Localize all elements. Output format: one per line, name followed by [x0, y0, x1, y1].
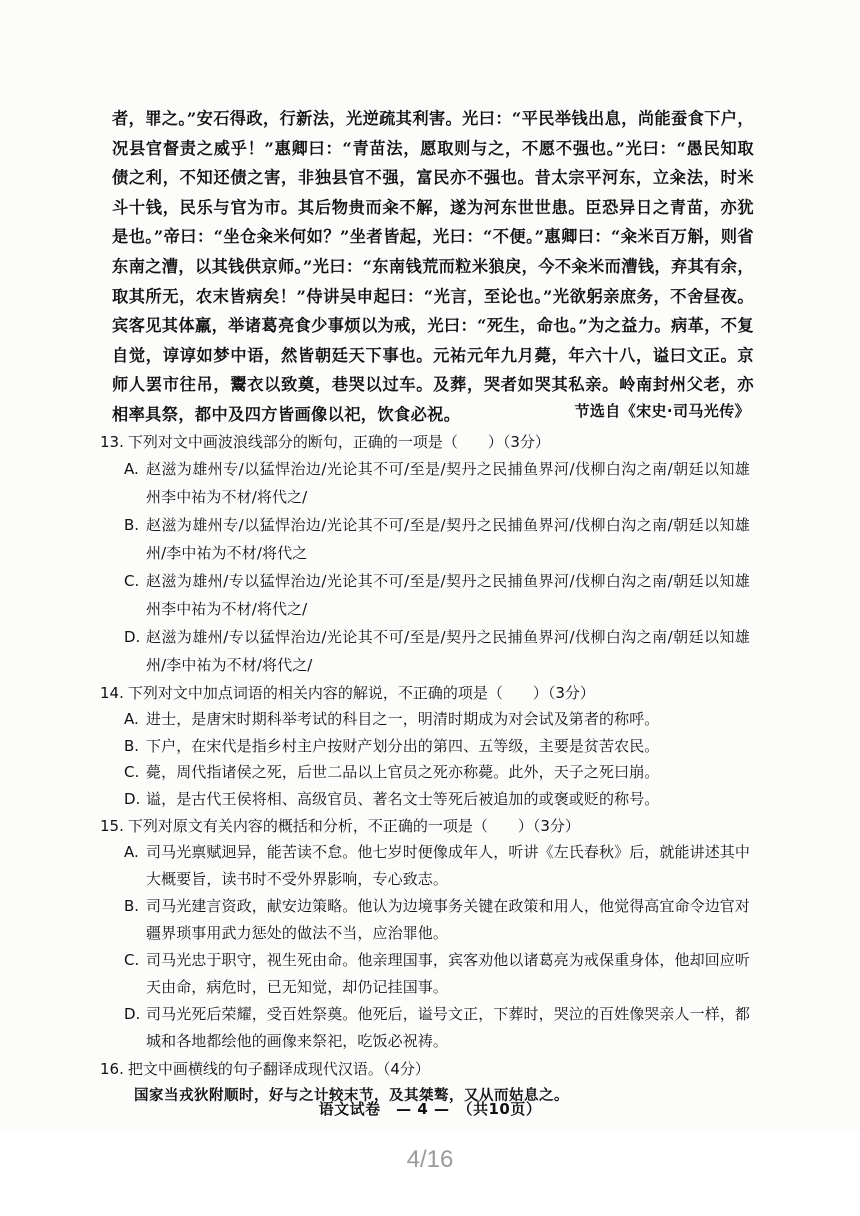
option-letter: C.: [124, 763, 140, 781]
option-text: 赵滋为雄州专/以猛悍治边/光论其不可/至是/契丹之民捕鱼界河/伐柳白沟之南/朝廷以知雄州/李中祐为不材/将代之: [146, 516, 750, 562]
option-a: [100, 706, 750, 733]
question-text: 把文中画横线的句子翻译成现代汉语。（4分）: [127, 1060, 430, 1078]
question-stem: [100, 681, 750, 706]
option-d: [100, 623, 750, 679]
question-number: 13.: [100, 433, 124, 451]
option-text: 赵滋为雄州/专以猛悍治边/光论其不可/至是/契丹之民捕鱼界河/伐柳白沟之南/朝廷以知雄州/李中祐为不材/将代之/: [146, 628, 750, 674]
option-letter: B.: [124, 516, 140, 534]
option-letter: C.: [124, 572, 140, 590]
option-letter: B.: [124, 897, 140, 915]
question-text: 下列对文中加点词语的相关内容的解说，不正确的项是（ ）（3分）: [127, 684, 595, 702]
option-text: 薨，周代指诸侯之死，后世二品以上官员之死亦称薨。此外，天子之死曰崩。: [146, 763, 660, 781]
option-letter: C.: [124, 951, 140, 969]
passage-text: 者，罪之。”安石得政，行新法，光逆疏其利害。光曰：“平民举钱出息，尚能蚕食下户，况县官督责之威乎！”惠卿曰：“青苗法，愿取则与之，不愿不强也。”光曰：“愚民知取债之利，不知还债之害，非独县官不强，富民亦不强也。昔太宗平河东，立籴法，时米斗十钱，民乐与官为市。其后物贵而籴不解，遂为河东世世患。臣恐异日之青苗，亦犹是也。”帝曰：“坐仓籴米何如？”坐者皆起，光曰：“不便。”惠卿曰：“籴米百万斛，则省东南之漕，以其钱供京师。”光曰：“东南钱荒而粒米狼戾，今不籴米而漕钱，弃其有余，取其所无，农末皆病矣！”侍讲吴申起曰：“光言，至论也。”光欲躬亲庶务，不舍昼夜。宾客见其体羸，举诸葛亮食少事烦以为戒，光曰：“死生，命也。”为之益力。病革，不复自觉，谆谆如梦中语，然皆朝廷天下事也。元祐元年九月薨，年六十八，谥曰文正。京师人罢市往吊，鬻衣以致奠，巷哭以过车。及葬，哭者如哭其私亲。岭南封州父老，亦相率具祭，都中及四方皆画像以祀，饮食必祝。: [112, 109, 754, 424]
passage: [112, 104, 754, 430]
option-text: 司马光禀赋迥异，能苦读不怠。他七岁时便像成年人，听讲《左氏春秋》后，就能讲述其中大概要旨，读书时不受外界影响，专心致志。: [146, 843, 751, 888]
page-indicator: 4/16: [406, 1146, 454, 1173]
option-text: 下户，在宋代是指乡村主户按财产划分出的第四、五等级，主要是贫苦农民。: [146, 736, 660, 755]
option-b: [100, 733, 750, 760]
option-c: [100, 947, 750, 1001]
option-b: [100, 893, 750, 947]
option-a: [100, 839, 750, 893]
question-13: [100, 430, 750, 679]
question-stem: [100, 430, 750, 455]
option-letter: A.: [124, 710, 139, 728]
translation-sentence: 国家当戎狄附顺时，好与之计较末节，及其桀骜，又从而姑息之。: [134, 1087, 569, 1104]
option-c: [100, 567, 750, 623]
option-text: 赵滋为雄州专/以猛悍治边/光论其不可/至是/契丹之民捕鱼界河/伐柳白沟之南/朝廷以知雄州李中祐为不材/将代之/: [146, 460, 750, 506]
question-text: 下列对原文有关内容的概括和分析，不正确的一项是（ ）（3分）: [127, 817, 580, 835]
option-letter: A.: [124, 460, 139, 478]
option-text: 司马光忠于职守，视生死由命。他亲理国事，宾客劝他以诸葛亮为戒保重身体，他却回应听天由命，病危时，已无知觉，却仍记挂国事。: [146, 951, 751, 996]
option-letter: D.: [124, 628, 141, 646]
option-text: 赵滋为雄州/专以猛悍治边/光论其不可/至是/契丹之民捕鱼界河/伐柳白沟之南/朝廷以知雄州李中祐为不材/将代之/: [146, 572, 750, 618]
option-text: 进士，是唐宋时期科举考试的科目之一，明清时期成为对会试及第者的称呼。: [146, 710, 660, 728]
option-text: 司马光建言资政，献安边策略。他认为边境事务关键在政策和用人，他觉得高宜命令边官对疆界琐事用武力惩处的做法不当，应治罪他。: [146, 897, 751, 942]
questions: [100, 428, 750, 1110]
option-text: 司马光死后荣耀，受百姓祭奠。他死后，谥号文正，下葬时，哭泣的百姓像哭亲人一样，都城和各地都绘他的画像来祭祀，吃饭必祝祷。: [146, 1005, 751, 1050]
option-a: [100, 455, 750, 511]
option-text: 谥，是古代王侯将相、高级官员、著名文士等死后被追加的或褒或贬的称号。: [146, 789, 660, 808]
question-15: [100, 814, 750, 1055]
option-letter: B.: [124, 736, 140, 755]
question-14: [100, 681, 750, 812]
option-c: [100, 759, 750, 786]
question-number: 16.: [100, 1060, 124, 1078]
question-stem: [100, 814, 750, 839]
option-letter: D.: [124, 1005, 141, 1023]
option-d: [100, 786, 750, 813]
question-stem: [100, 1057, 750, 1082]
option-letter: D.: [124, 789, 141, 808]
page-footer: 语文试卷 — 4 — （共10页）: [318, 1100, 542, 1118]
option-b: [100, 511, 750, 567]
question-text: 下列对文中画波浪线部分的断句，正确的一项是（ ）（3分）: [127, 433, 550, 451]
question-number: 15.: [100, 817, 124, 835]
option-letter: A.: [124, 843, 139, 861]
question-number: 14.: [100, 684, 124, 702]
option-d: [100, 1001, 750, 1055]
passage-source: 节选自《宋史·司马光传》: [574, 402, 750, 420]
